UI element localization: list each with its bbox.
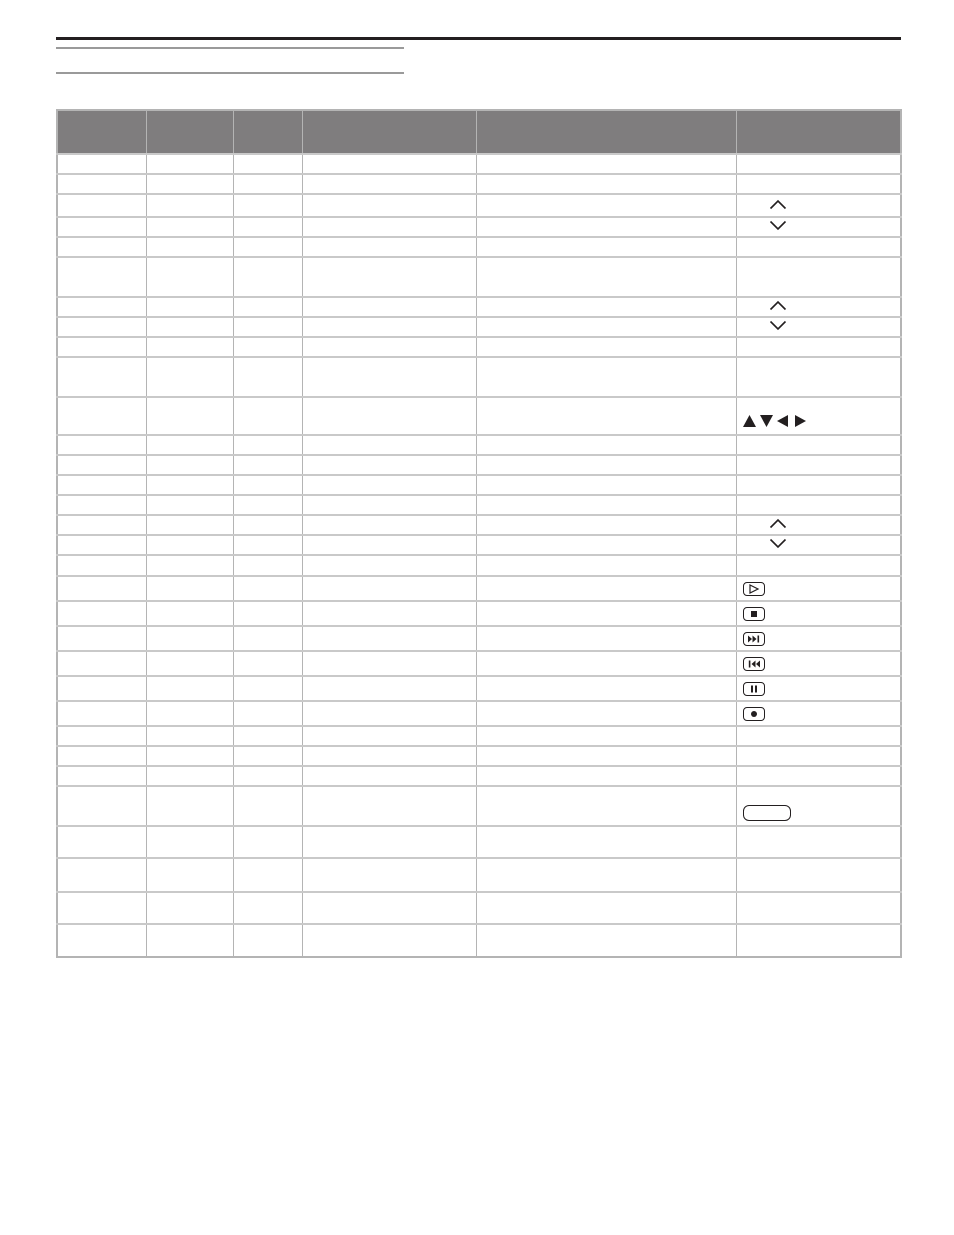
table-cell-col-4 xyxy=(302,515,476,535)
table-cell-col-2 xyxy=(146,651,233,676)
table-cell-col-6 xyxy=(736,676,901,701)
column-header-6 xyxy=(736,110,901,154)
table-cell-col-5 xyxy=(476,786,736,826)
column-header-2 xyxy=(146,110,233,154)
table-row xyxy=(57,194,901,217)
table-cell-col-5 xyxy=(476,475,736,495)
chevron-down-icon xyxy=(769,320,787,331)
table-cell-col-3 xyxy=(233,515,302,535)
table-cell-col-4 xyxy=(302,726,476,746)
table-cell-col-2 xyxy=(146,435,233,455)
table-cell-col-1 xyxy=(57,651,146,676)
table-cell-col-6 xyxy=(736,455,901,475)
column-header-1 xyxy=(57,110,146,154)
table-cell-col-2 xyxy=(146,626,233,651)
table-cell-col-1 xyxy=(57,601,146,626)
section-heading-line-2 xyxy=(56,72,404,74)
skip-back-button-icon xyxy=(743,657,765,671)
table-cell-col-1 xyxy=(57,357,146,397)
table-cell-col-3 xyxy=(233,746,302,766)
table-cell-col-5 xyxy=(476,826,736,858)
arrow-keys-icon xyxy=(743,414,809,428)
table-cell-col-2 xyxy=(146,317,233,337)
table-cell-col-2 xyxy=(146,786,233,826)
table-cell-col-3 xyxy=(233,576,302,601)
table-cell-col-3 xyxy=(233,154,302,174)
table-row xyxy=(57,174,901,194)
table-cell-col-5 xyxy=(476,576,736,601)
table-cell-col-4 xyxy=(302,786,476,826)
table-cell-col-3 xyxy=(233,217,302,237)
table-cell-col-4 xyxy=(302,535,476,555)
table-cell-col-4 xyxy=(302,626,476,651)
table-cell-col-5 xyxy=(476,858,736,892)
top-rule xyxy=(56,37,901,40)
table-cell-col-1 xyxy=(57,317,146,337)
table-cell-col-3 xyxy=(233,601,302,626)
table-cell-col-6 xyxy=(736,317,901,337)
table-cell-col-6 xyxy=(736,495,901,515)
table-cell-col-6 xyxy=(736,651,901,676)
table-cell-col-1 xyxy=(57,576,146,601)
table-cell-col-2 xyxy=(146,257,233,297)
table-cell-col-6 xyxy=(736,174,901,194)
column-header-5 xyxy=(476,110,736,154)
table-cell-col-6 xyxy=(736,576,901,601)
table-row xyxy=(57,601,901,626)
chevron-down-icon xyxy=(769,538,787,549)
column-header-4 xyxy=(302,110,476,154)
table-cell-col-6 xyxy=(736,786,901,826)
table-cell-col-6 xyxy=(736,766,901,786)
table-cell-col-2 xyxy=(146,576,233,601)
table-cell-col-3 xyxy=(233,397,302,435)
table-cell-col-2 xyxy=(146,237,233,257)
table-cell-col-5 xyxy=(476,455,736,475)
table-cell-col-4 xyxy=(302,397,476,435)
table-row xyxy=(57,515,901,535)
table-row xyxy=(57,237,901,257)
chevron-up-icon xyxy=(769,300,787,311)
table-cell-col-1 xyxy=(57,455,146,475)
table-cell-col-3 xyxy=(233,858,302,892)
table-header-row xyxy=(57,110,901,154)
play-button-icon xyxy=(743,582,765,596)
table-cell-col-4 xyxy=(302,555,476,576)
table-cell-col-1 xyxy=(57,435,146,455)
table-row xyxy=(57,676,901,701)
table-cell-col-6 xyxy=(736,858,901,892)
table-cell-col-1 xyxy=(57,297,146,317)
table-cell-col-4 xyxy=(302,576,476,601)
table-cell-col-1 xyxy=(57,555,146,576)
table-cell-col-1 xyxy=(57,397,146,435)
table-cell-col-5 xyxy=(476,766,736,786)
table-cell-col-3 xyxy=(233,786,302,826)
table-row xyxy=(57,651,901,676)
table-cell-col-2 xyxy=(146,746,233,766)
table-cell-col-3 xyxy=(233,237,302,257)
table-row xyxy=(57,766,901,786)
table-row xyxy=(57,892,901,924)
table-cell-col-2 xyxy=(146,397,233,435)
chevron-up-icon xyxy=(769,518,787,529)
table-cell-col-3 xyxy=(233,826,302,858)
stop-button-icon xyxy=(743,607,765,621)
table-row xyxy=(57,475,901,495)
record-button-icon xyxy=(743,707,765,721)
table-cell-col-5 xyxy=(476,495,736,515)
table-cell-col-4 xyxy=(302,766,476,786)
remote-code-table xyxy=(56,109,902,958)
table-cell-col-2 xyxy=(146,892,233,924)
table-cell-col-4 xyxy=(302,924,476,957)
table-cell-col-1 xyxy=(57,726,146,746)
table-cell-col-1 xyxy=(57,194,146,217)
table-cell-col-4 xyxy=(302,154,476,174)
table-cell-col-2 xyxy=(146,297,233,317)
table-row xyxy=(57,154,901,174)
table-row xyxy=(57,535,901,555)
table-cell-col-5 xyxy=(476,701,736,726)
table-cell-col-3 xyxy=(233,495,302,515)
table-cell-col-2 xyxy=(146,555,233,576)
table-body xyxy=(57,154,901,957)
table-cell-col-6 xyxy=(736,701,901,726)
table-cell-col-5 xyxy=(476,217,736,237)
table-row xyxy=(57,924,901,957)
table-cell-col-2 xyxy=(146,515,233,535)
table-cell-col-5 xyxy=(476,194,736,217)
table-cell-col-4 xyxy=(302,495,476,515)
table-row xyxy=(57,726,901,746)
table-cell-col-3 xyxy=(233,555,302,576)
table-cell-col-5 xyxy=(476,174,736,194)
table-cell-col-4 xyxy=(302,194,476,217)
table-cell-col-5 xyxy=(476,337,736,357)
table-cell-col-3 xyxy=(233,726,302,746)
table-cell-col-6 xyxy=(736,555,901,576)
table-cell-col-1 xyxy=(57,495,146,515)
table-cell-col-6 xyxy=(736,337,901,357)
table-cell-col-6 xyxy=(736,297,901,317)
table-cell-col-4 xyxy=(302,455,476,475)
table-cell-col-5 xyxy=(476,676,736,701)
table-cell-col-1 xyxy=(57,154,146,174)
table-cell-col-1 xyxy=(57,257,146,297)
table-row xyxy=(57,495,901,515)
table-cell-col-1 xyxy=(57,515,146,535)
table-cell-col-5 xyxy=(476,154,736,174)
table-cell-col-2 xyxy=(146,357,233,397)
table-cell-col-6 xyxy=(736,515,901,535)
table-cell-col-2 xyxy=(146,826,233,858)
table-cell-col-4 xyxy=(302,475,476,495)
table-cell-col-4 xyxy=(302,317,476,337)
table-cell-col-3 xyxy=(233,194,302,217)
table-cell-col-6 xyxy=(736,217,901,237)
table-cell-col-6 xyxy=(736,924,901,957)
table-cell-col-6 xyxy=(736,194,901,217)
table-cell-col-5 xyxy=(476,397,736,435)
table-cell-col-3 xyxy=(233,435,302,455)
table-cell-col-1 xyxy=(57,217,146,237)
table-cell-col-5 xyxy=(476,746,736,766)
skip-forward-button-icon xyxy=(743,632,765,646)
table-cell-col-1 xyxy=(57,786,146,826)
table-cell-col-4 xyxy=(302,217,476,237)
table-cell-col-1 xyxy=(57,892,146,924)
table-row xyxy=(57,746,901,766)
table-row xyxy=(57,297,901,317)
table-cell-col-4 xyxy=(302,237,476,257)
table-cell-col-4 xyxy=(302,858,476,892)
table-cell-col-5 xyxy=(476,317,736,337)
table-cell-col-4 xyxy=(302,701,476,726)
table-cell-col-2 xyxy=(146,535,233,555)
table-cell-col-2 xyxy=(146,194,233,217)
table-cell-col-3 xyxy=(233,455,302,475)
table-cell-col-6 xyxy=(736,892,901,924)
table-cell-col-2 xyxy=(146,217,233,237)
table-cell-col-1 xyxy=(57,766,146,786)
table-cell-col-2 xyxy=(146,337,233,357)
table-cell-col-3 xyxy=(233,535,302,555)
table-cell-col-3 xyxy=(233,337,302,357)
table-cell-col-5 xyxy=(476,601,736,626)
table-cell-col-5 xyxy=(476,297,736,317)
table-cell-col-5 xyxy=(476,535,736,555)
table-cell-col-4 xyxy=(302,337,476,357)
table-row xyxy=(57,337,901,357)
table-row xyxy=(57,357,901,397)
table-cell-col-6 xyxy=(736,154,901,174)
table-cell-col-2 xyxy=(146,154,233,174)
table-cell-col-6 xyxy=(736,237,901,257)
table-row xyxy=(57,435,901,455)
table-cell-col-3 xyxy=(233,475,302,495)
oval-button-icon xyxy=(743,805,791,821)
table-cell-col-3 xyxy=(233,651,302,676)
table-cell-col-4 xyxy=(302,601,476,626)
table-row xyxy=(57,455,901,475)
table-cell-col-4 xyxy=(302,676,476,701)
table-cell-col-4 xyxy=(302,174,476,194)
table-cell-col-3 xyxy=(233,174,302,194)
table-cell-col-1 xyxy=(57,858,146,892)
table-cell-col-3 xyxy=(233,317,302,337)
table-cell-col-1 xyxy=(57,746,146,766)
table-cell-col-4 xyxy=(302,826,476,858)
section-heading-line-1 xyxy=(56,47,404,49)
table-cell-col-2 xyxy=(146,726,233,746)
table-cell-col-6 xyxy=(736,626,901,651)
table-cell-col-6 xyxy=(736,475,901,495)
table-row xyxy=(57,317,901,337)
table-cell-col-1 xyxy=(57,237,146,257)
table-cell-col-6 xyxy=(736,601,901,626)
table-row xyxy=(57,217,901,237)
table-cell-col-1 xyxy=(57,701,146,726)
table-header xyxy=(57,110,901,154)
table-cell-col-3 xyxy=(233,297,302,317)
table-cell-col-5 xyxy=(476,435,736,455)
table-row xyxy=(57,555,901,576)
chevron-up-icon xyxy=(769,199,787,210)
table-cell-col-2 xyxy=(146,495,233,515)
table-cell-col-2 xyxy=(146,455,233,475)
table-cell-col-3 xyxy=(233,257,302,297)
table-cell-col-4 xyxy=(302,297,476,317)
table-cell-col-5 xyxy=(476,626,736,651)
table-cell-col-2 xyxy=(146,174,233,194)
table-row xyxy=(57,858,901,892)
table-cell-col-4 xyxy=(302,651,476,676)
table-cell-col-5 xyxy=(476,515,736,535)
table-cell-col-4 xyxy=(302,435,476,455)
table-cell-col-3 xyxy=(233,924,302,957)
table-cell-col-5 xyxy=(476,357,736,397)
table-row xyxy=(57,626,901,651)
table-cell-col-2 xyxy=(146,766,233,786)
table-cell-col-2 xyxy=(146,601,233,626)
table-row xyxy=(57,786,901,826)
table-cell-col-1 xyxy=(57,535,146,555)
table-cell-col-2 xyxy=(146,475,233,495)
pause-button-icon xyxy=(743,682,765,696)
table-cell-col-3 xyxy=(233,701,302,726)
table-cell-col-5 xyxy=(476,237,736,257)
table-cell-col-2 xyxy=(146,924,233,957)
table-cell-col-5 xyxy=(476,257,736,297)
table-row xyxy=(57,257,901,297)
table-cell-col-6 xyxy=(736,357,901,397)
table-cell-col-5 xyxy=(476,726,736,746)
table-cell-col-5 xyxy=(476,892,736,924)
table-cell-col-2 xyxy=(146,858,233,892)
table-cell-col-6 xyxy=(736,826,901,858)
table-cell-col-2 xyxy=(146,701,233,726)
table-cell-col-4 xyxy=(302,257,476,297)
table-cell-col-3 xyxy=(233,357,302,397)
table-cell-col-6 xyxy=(736,435,901,455)
table-cell-col-4 xyxy=(302,357,476,397)
table-cell-col-5 xyxy=(476,555,736,576)
table-cell-col-4 xyxy=(302,746,476,766)
table-cell-col-6 xyxy=(736,397,901,435)
table-cell-col-2 xyxy=(146,676,233,701)
column-header-3 xyxy=(233,110,302,154)
table-cell-col-6 xyxy=(736,726,901,746)
table-row xyxy=(57,826,901,858)
table-cell-col-5 xyxy=(476,924,736,957)
table-cell-col-3 xyxy=(233,626,302,651)
table-cell-col-1 xyxy=(57,337,146,357)
table-cell-col-3 xyxy=(233,676,302,701)
table-cell-col-1 xyxy=(57,826,146,858)
table-cell-col-3 xyxy=(233,766,302,786)
table-cell-col-4 xyxy=(302,892,476,924)
table-cell-col-1 xyxy=(57,475,146,495)
table-cell-col-5 xyxy=(476,651,736,676)
table-cell-col-6 xyxy=(736,535,901,555)
table-cell-col-6 xyxy=(736,257,901,297)
table-row xyxy=(57,397,901,435)
table-row xyxy=(57,576,901,601)
table-cell-col-1 xyxy=(57,174,146,194)
table-cell-col-1 xyxy=(57,626,146,651)
table-cell-col-6 xyxy=(736,746,901,766)
table-cell-col-3 xyxy=(233,892,302,924)
table-cell-col-1 xyxy=(57,924,146,957)
table-cell-col-1 xyxy=(57,676,146,701)
table-row xyxy=(57,701,901,726)
chevron-down-icon xyxy=(769,220,787,231)
